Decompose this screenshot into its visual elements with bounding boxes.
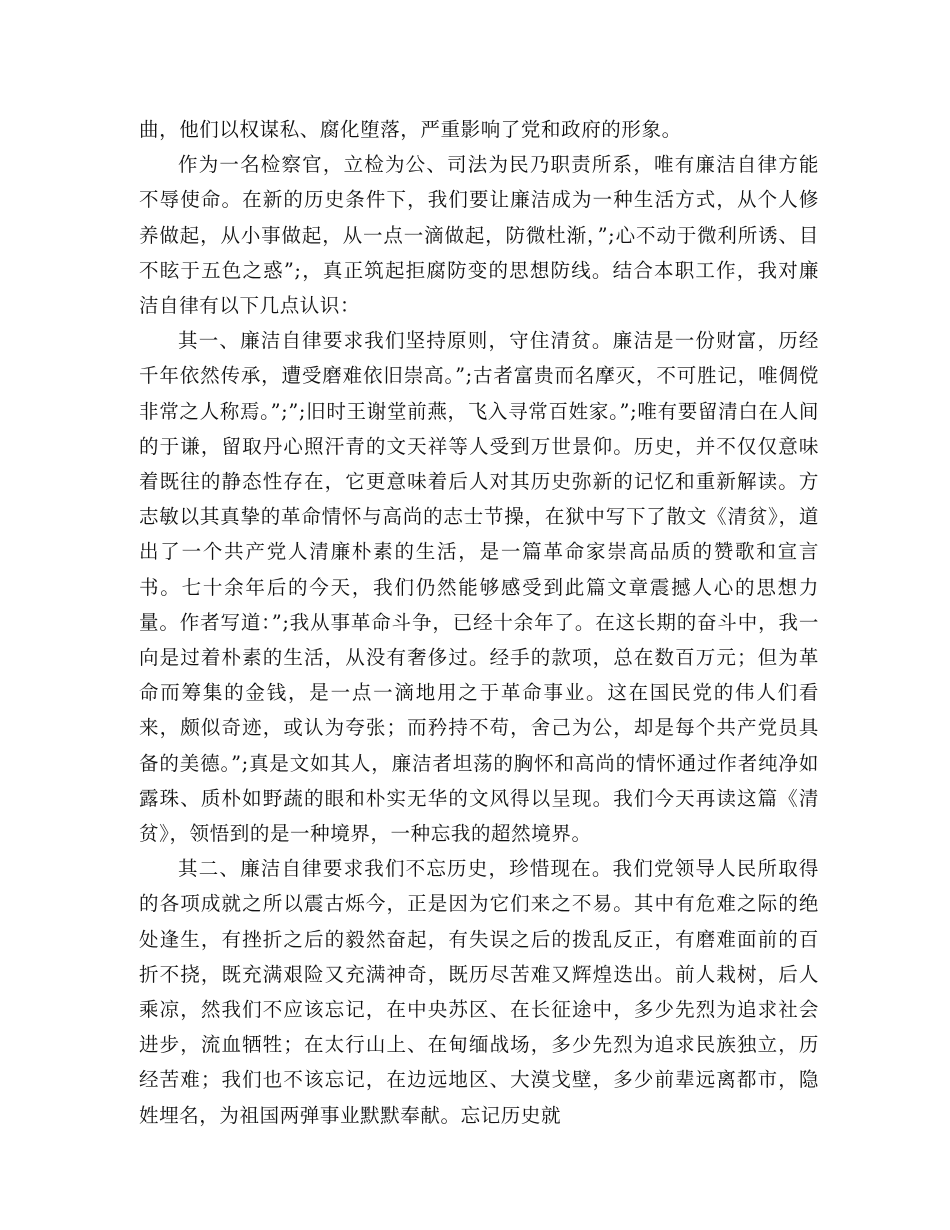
paragraph-4: 其二、廉洁自律要求我们不忘历史，珍惜现在。我们党领导人民所取得的各项成就之所以震古烁今，正是因为它们来之不易。其中有危难之际的绝处逢生，有挫折之后的毅然奋起，有失误之后的拨乱反正，有磨难面前的百折不挠，既充满艰险又充满神奇，既历尽苦难又辉煌迭出。前人栽树，后人乘凉，然我们不应该忘记，在中央苏区、在长征途中，多少先烈为追求社会进步，流血牺牲；在太行山上、在甸缅战场，多少先烈为追求民族独立，历经苦难；我们也不该忘记，在边远地区、大漠戈壁，多少前辈远离都市，隐姓埋名，为祖国两弹事业默默奉献。忘记历史就: [139, 857, 819, 1127]
paragraph-3: 其一、廉洁自律要求我们坚持原则，守住清贫。廉洁是一份财富，历经千年依然传承，遭受磨难依旧崇高。”;古者富贵而名摩灭，不可胜记，唯倜傥非常之人称焉。”;”;旧时王谢堂前燕，飞入寻常百姓家。”;唯有要留清白在人间的于谦，留取丹心照汗青的文天祥等人受到万世景仰。历史，并不仅仅意味着既往的静态性存在，它更意味着后人对其历史弥新的记忆和重新解读。方志敏以其真挚的革命情怀与高尚的志士节操，在狱中写下了散文《清贫》，道出了一个共产党人清廉朴素的生活，是一篇革命家崇高品质的赞歌和宣言书。七十余年后的今天，我们仍然能够感受到此篇文章震撼人心的思想力量。作者写道：”;我从事革命斗争，已经十余年了。在这长期的奋斗中，我一向是过着朴素的生活，从没有奢侈过。经手的款项，总在数百万元；但为革命而筹集的金钱，是一点一滴地用之于革命事业。这在国民党的伟人们看来，颇似奇迹，或认为夸张；而矜持不苟，舍己为公，却是每个共产党员具备的美德。”;真是文如其人，廉洁者坦荡的胸怀和高尚的情怀通过作者纯净如露珠、质朴如野蔬的眼和朴实无华的文风得以呈现。我们今天再读这篇《清贫》，领悟到的是一种境界，一种忘我的超然境界。: [139, 329, 819, 846]
paragraph-1: 曲，他们以权谋私、腐化堕落，严重影响了党和政府的形象。: [139, 118, 682, 141]
paragraph-2: 作为一名检察官，立检为公、司法为民乃职责所系，唯有廉洁自律方能不辱使命。在新的历史条件下，我们要让廉洁成为一种生活方式，从个人修养做起，从小事做起，从一点一滴做起，防微杜渐，”;心不动于微利所诱、目不眩于五色之惑”;，真正筑起拒腐防变的思想防线。结合本职工作，我对廉洁自律有以下几点认识：: [139, 153, 819, 318]
document-body: [139, 112, 819, 1133]
